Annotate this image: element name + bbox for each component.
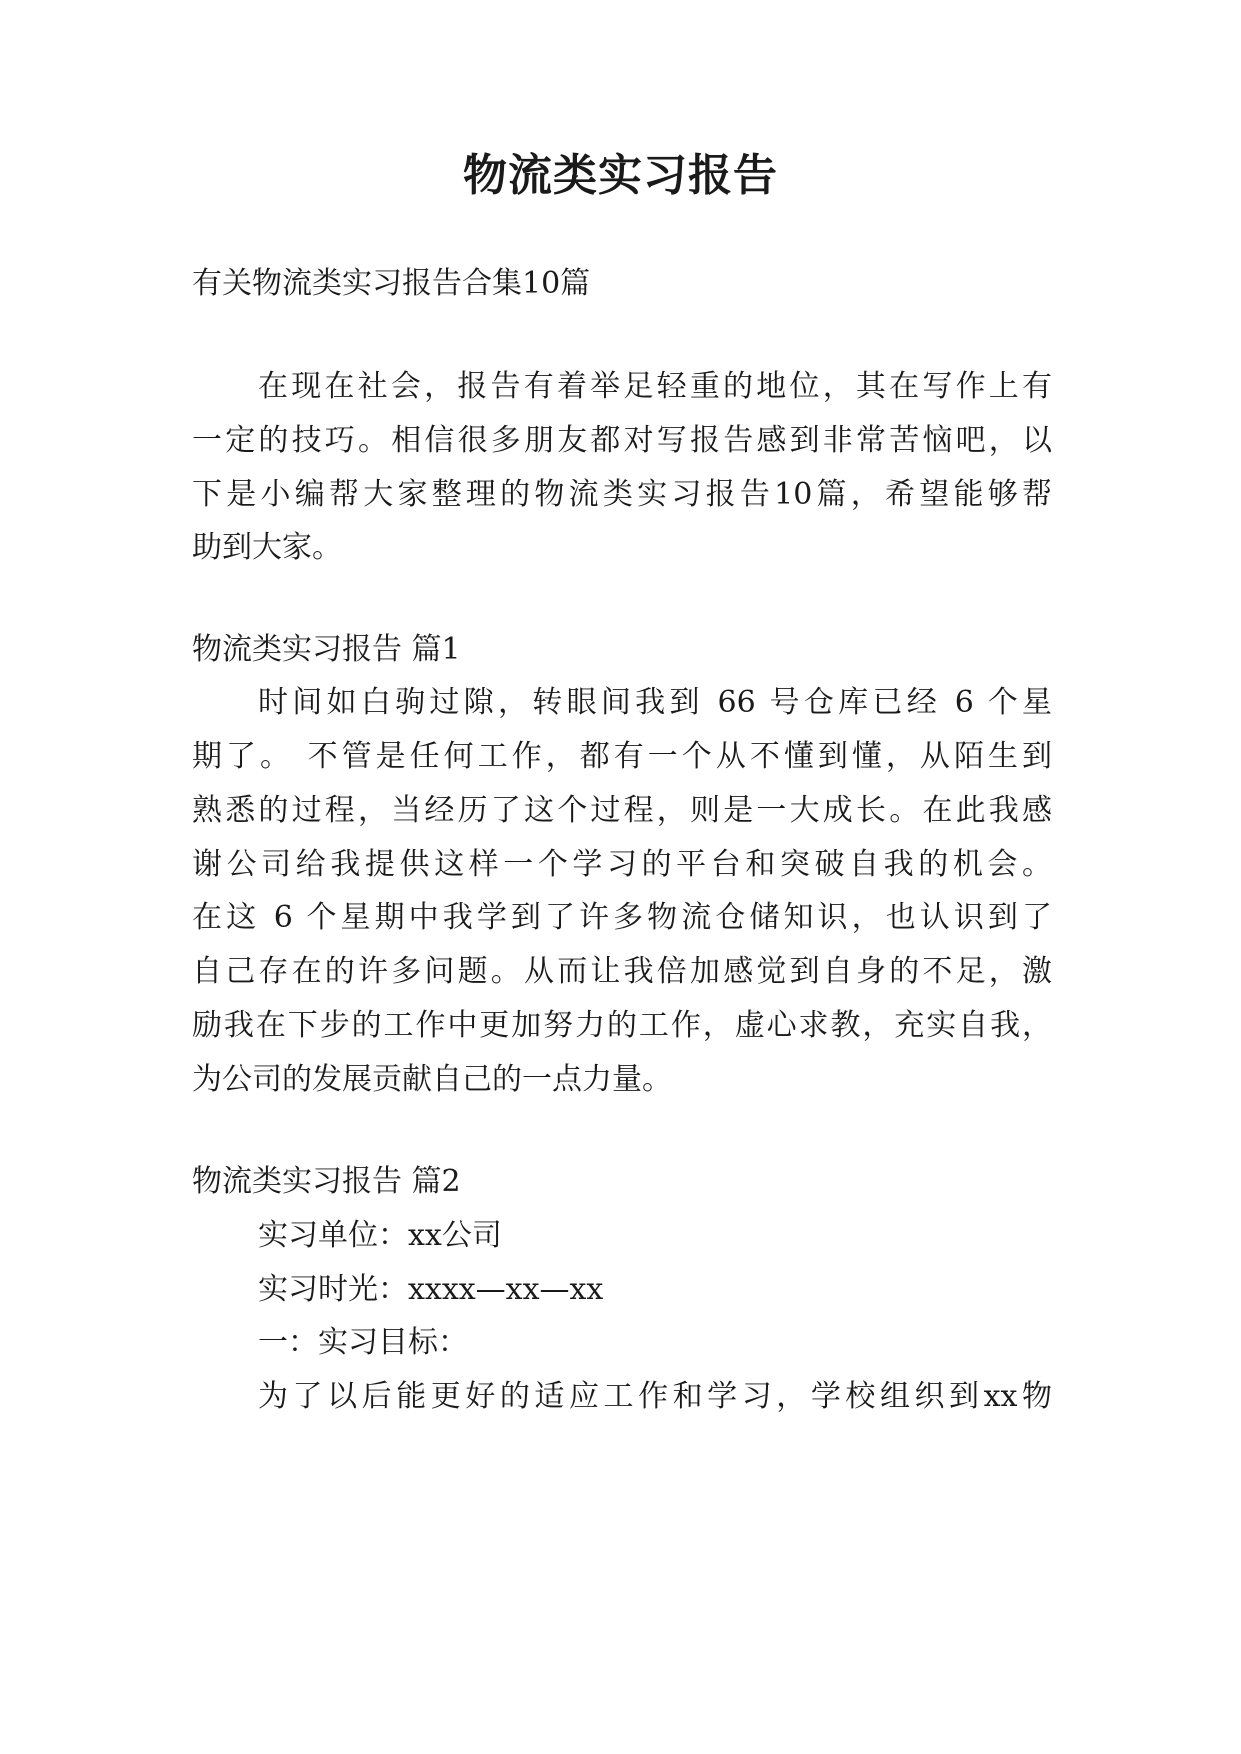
section2-line: 为了以后能更好的适应工作和学习，学校组织到xx物	[258, 1379, 1052, 1414]
section2-line: 一：实习目标：	[258, 1325, 468, 1360]
section1-line: 熟悉的过程，当经历了这个过程，则是一大成长。在此我感	[192, 793, 1052, 828]
intro-line: 下是小编帮大家整理的物流类实习报告10篇，希望能够帮	[192, 477, 1052, 512]
section1-line: 自己存在的许多问题。从而让我倍加感觉到自身的不足，激	[192, 954, 1052, 989]
document-title: 物流类实习报告	[463, 150, 778, 201]
intro-line: 助到大家。	[192, 530, 342, 565]
document-subtitle: 有关物流类实习报告合集10篇	[192, 266, 591, 301]
section1-line: 在这 6 个星期中我学到了许多物流仓储知识，也认识到了	[192, 900, 1052, 935]
section1-line: 励我在下步的工作中更加努力的工作，虚心求教，充实自我，	[192, 1008, 1052, 1043]
section1-line: 期了。 不管是任何工作，都有一个从不懂到懂，从陌生到	[192, 739, 1052, 774]
section1-line: 为公司的发展贡献自己的一点力量。	[192, 1062, 672, 1097]
section1-line: 时间如白驹过隙，转眼间我到 66 号仓库已经 6 个星	[258, 685, 1052, 720]
section2-line: 实习单位：xx公司	[258, 1218, 502, 1253]
section1-line: 谢公司给我提供这样一个学习的平台和突破自我的机会。	[192, 847, 1052, 882]
section2-line: 实习时光：xxxx—xx—xx	[258, 1272, 604, 1307]
intro-line: 一定的技巧。相信很多朋友都对写报告感到非常苦恼吧，以	[192, 423, 1052, 458]
section-heading-1: 物流类实习报告 篇1	[192, 632, 461, 667]
intro-line: 在现在社会，报告有着举足轻重的地位，其在写作上有	[258, 369, 1052, 404]
section-heading-2: 物流类实习报告 篇2	[192, 1164, 461, 1199]
